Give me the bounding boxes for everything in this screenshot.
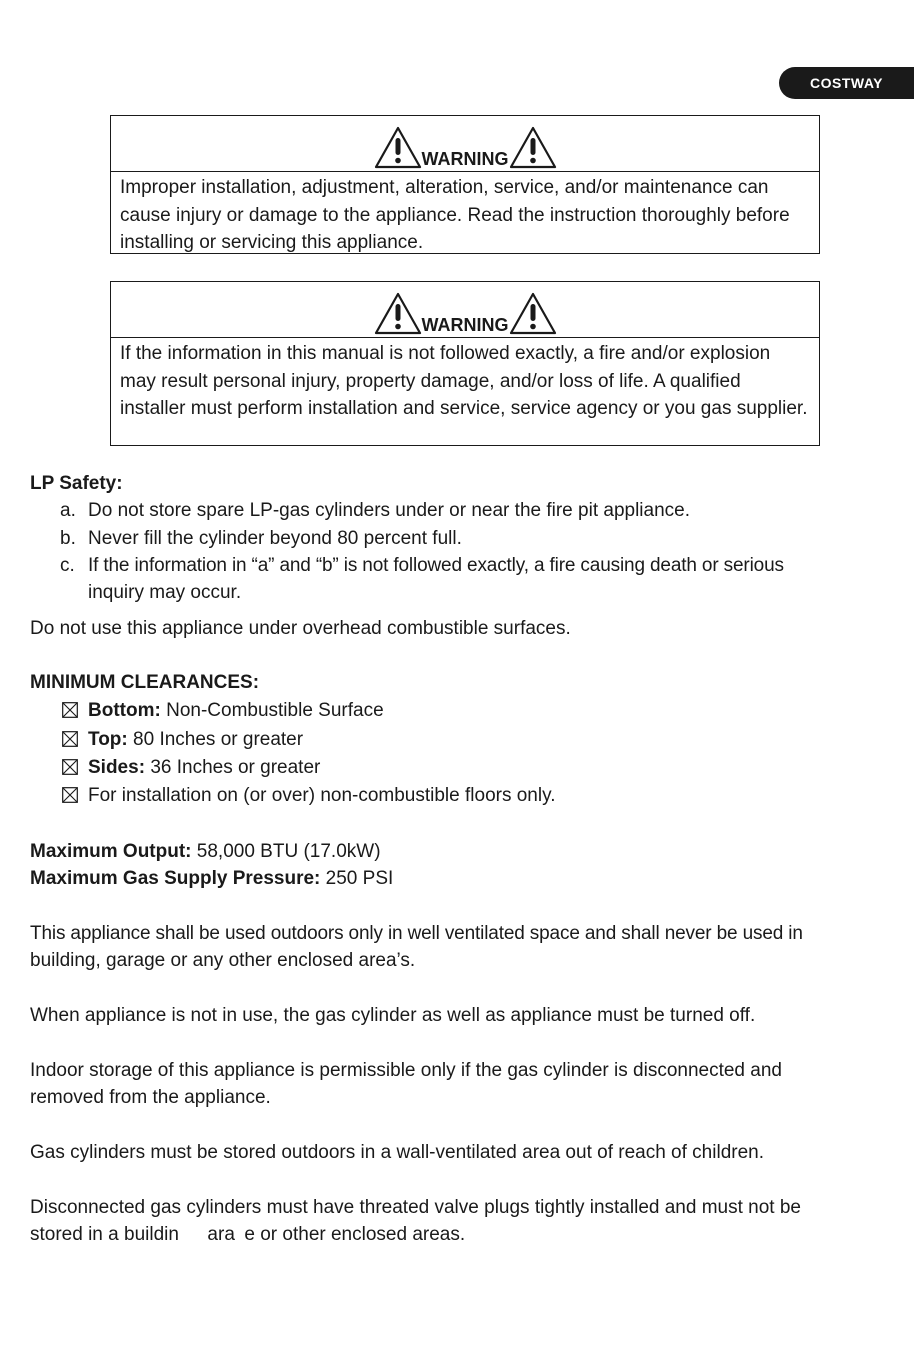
warning-text: Improper installation, adjustment, alteration, service, and/or maintenance can cause injury or damage to the appliance. Read the instruction thoroughly before installing or servicing this appliance. [120, 177, 790, 253]
overhead-note: Do not use this appliance under overhead combustible surfaces. [30, 618, 571, 639]
clearance-label: Top: [88, 729, 128, 750]
paragraph-turn-off: When appliance is not in use, the gas cylinder as well as appliance must be turned off. [30, 1005, 756, 1026]
paragraph-disconnected-cont: stored in a buildin ara e or other enclosed areas. [30, 1224, 466, 1245]
paragraph-outdoor: This appliance shall be used outdoors only in well ventilated space and shall never be used in [30, 923, 803, 944]
warning-header [111, 282, 819, 338]
warning-title: WARNING [421, 149, 509, 169]
clearance-top [88, 728, 303, 752]
list-marker: c. [60, 555, 75, 576]
checkbox-icon [62, 702, 78, 718]
spec-label: Maximum Output: [30, 841, 192, 862]
warning-triangle-icon [509, 291, 557, 335]
warning-box [110, 281, 820, 446]
clearance-value: Non-Combustible Surface [166, 700, 384, 721]
list-marker: b. [60, 528, 76, 549]
spec-label: Maximum Gas Supply Pressure: [30, 868, 321, 889]
paragraph-storage: Gas cylinders must be stored outdoors in a wall-ventilated area out of reach of children. [30, 1142, 764, 1163]
clearance-value: 80 Inches or greater [133, 729, 304, 750]
clearance-value: 36 Inches or greater [150, 757, 321, 778]
clearance-label: Sides: [88, 757, 146, 778]
warning-triangle-icon [509, 125, 557, 169]
paragraph-outdoor-cont: building, garage or any other enclosed area’s. [30, 950, 416, 971]
max-output [30, 840, 381, 864]
list-item: Never fill the cylinder beyond 80 percent full. [88, 528, 462, 549]
max-pressure [30, 867, 393, 891]
list-item: If the information in “a” and “b” is not followed exactly, a fire causing death or serious [88, 555, 784, 576]
spec-value: 58,000 BTU (17.0kW) [196, 841, 381, 862]
clearance-bottom [88, 699, 384, 723]
checkbox-icon [62, 759, 78, 775]
warning-title: WARNING [421, 315, 509, 335]
warning-triangle-icon [374, 125, 422, 169]
list-item: Do not store spare LP-gas cylinders under or near the fire pit appliance. [88, 500, 690, 521]
spec-value: 250 PSI [325, 868, 394, 889]
warning-text: If the information in this manual is not followed exactly, a fire and/or explosion may result personal injury, property damage, and/or loss of life. A qualified installer must perform installation and service, service agency or you gas supplier. [120, 343, 808, 419]
warning-header [111, 116, 819, 172]
brand-tab: COSTWAY [779, 67, 914, 99]
paragraph-indoor-cont: removed from the appliance. [30, 1087, 271, 1108]
clearances-heading: MINIMUM CLEARANCES: [30, 672, 260, 693]
list-marker: a. [60, 500, 76, 521]
clearance-sides [88, 756, 320, 780]
clearance-floors: For installation on (or over) non-combustible floors only. [88, 785, 556, 806]
warning-box [110, 115, 820, 254]
warning-triangle-icon [374, 291, 422, 335]
list-item-continuation: inquiry may occur. [88, 582, 242, 603]
paragraph-indoor: Indoor storage of this appliance is permissible only if the gas cylinder is disconnected and [30, 1060, 782, 1081]
paragraph-disconnected: Disconnected gas cylinders must have threated valve plugs tightly installed and must not be [30, 1197, 801, 1218]
lp-safety-heading: LP Safety: [30, 473, 123, 494]
checkbox-icon [62, 787, 78, 803]
clearance-label: Bottom: [88, 700, 161, 721]
checkbox-icon [62, 731, 78, 747]
